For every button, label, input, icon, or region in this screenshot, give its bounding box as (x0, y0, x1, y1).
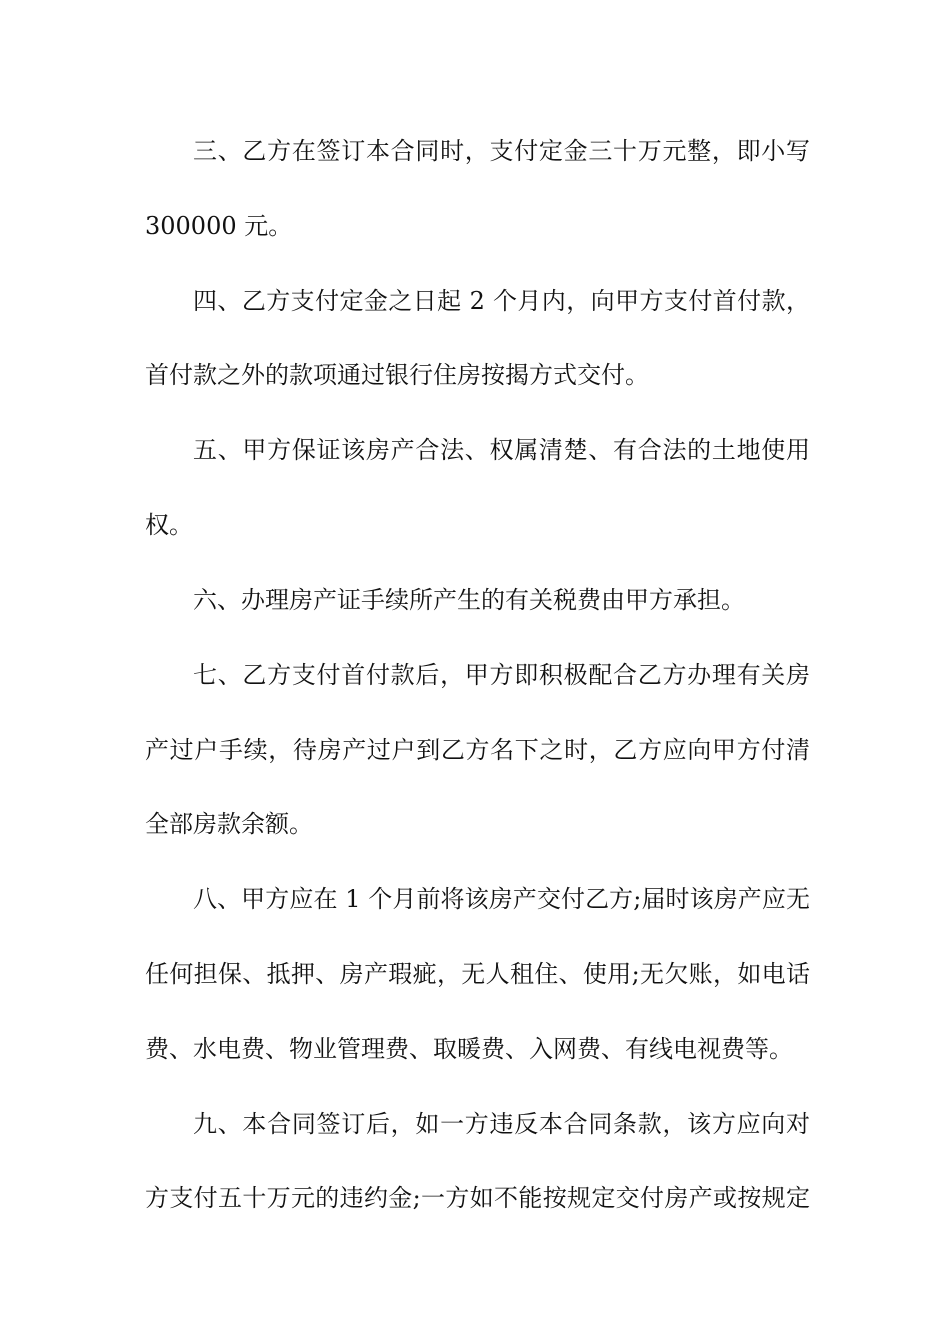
clause-9-line-2: 方支付五十万元的违约金;一方如不能按规定交付房产或按规定 (145, 1184, 810, 1212)
clause-5-line-2: 权。 (145, 511, 193, 539)
clause-8-line-3: 费、水电费、物业管理费、取暖费、入网费、有线电视费等。 (145, 1035, 793, 1063)
clause-3-line-1: 三、乙方在签订本合同时，支付定金三十万元整，即小写 (193, 137, 810, 165)
clause-7-line-1: 七、乙方支付首付款后，甲方即积极配合乙方办理有关房 (193, 661, 810, 689)
clause-8-line-1: 八、甲方应在 1 个月前将该房产交付乙方;届时该房产应无 (193, 885, 810, 913)
clause-4-line-1: 四、乙方支付定金之日起 2 个月内，向甲方支付首付款， (193, 287, 810, 315)
clause-7-line-3: 全部房款余额。 (145, 810, 313, 838)
clause-6-line-1: 六、办理房产证手续所产生的有关税费由甲方承担。 (193, 586, 745, 614)
clause-7-line-2: 产过户手续，待房产过户到乙方名下之时，乙方应向甲方付清 (145, 736, 810, 764)
clause-3-line-2: 300000 元。 (145, 212, 293, 240)
clause-4-line-2: 首付款之外的款项通过银行住房按揭方式交付。 (145, 361, 649, 389)
clause-8-line-2: 任何担保、抵押、房产瑕疵，无人租住、使用;无欠账，如电话 (145, 960, 810, 988)
clause-5-line-1: 五、甲方保证该房产合法、权属清楚、有合法的土地使用 (193, 436, 810, 464)
clause-9-line-1: 九、本合同签订后，如一方违反本合同条款，该方应向对 (193, 1110, 810, 1138)
